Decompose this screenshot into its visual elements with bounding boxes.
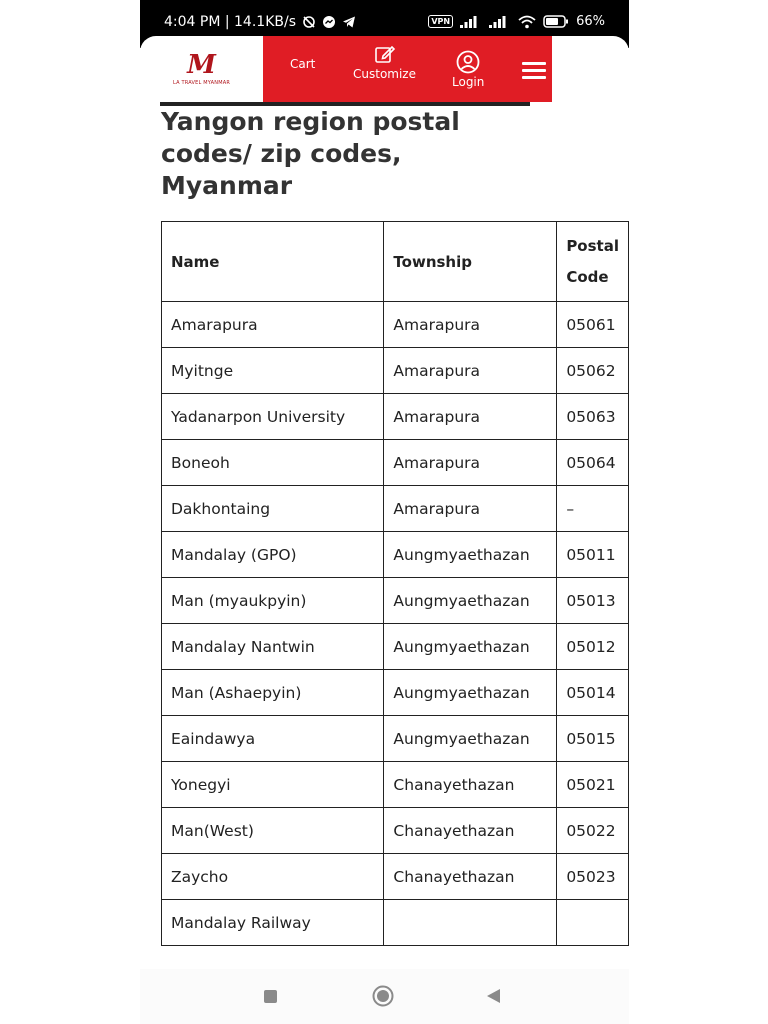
postal-code-cell: 05061: [557, 302, 629, 348]
messenger-icon: [322, 15, 336, 29]
name-cell: Amarapura: [162, 302, 384, 348]
menu-icon[interactable]: [522, 62, 546, 78]
table-row: [162, 716, 629, 762]
name-cell: Mandalay Nantwin: [162, 624, 384, 670]
table-row: [162, 394, 629, 440]
name-cell: Boneoh: [162, 440, 384, 486]
township-cell: Aungmyaethazan: [384, 624, 557, 670]
name-cell: Man (Ashaepyin): [162, 670, 384, 716]
back-button[interactable]: [485, 988, 501, 1004]
cart-link[interactable]: [290, 57, 315, 71]
table-row: [162, 486, 629, 532]
name-cell: Man(West): [162, 808, 384, 854]
table-row: [162, 762, 629, 808]
township-cell: Amarapura: [384, 394, 557, 440]
battery-percent: 66%: [576, 14, 605, 29]
phone-screen: [140, 0, 629, 1024]
postal-code-cell: 05064: [557, 440, 629, 486]
status-time: 4:04 PM | 14.1KB/s: [164, 14, 296, 30]
wifi-icon: [518, 15, 536, 29]
edit-icon: [374, 44, 396, 64]
user-circle-icon: [456, 50, 480, 74]
table-row: [162, 808, 629, 854]
postal-code-cell: 05021: [557, 762, 629, 808]
customize-link[interactable]: [353, 44, 416, 81]
signal-2-icon: [489, 16, 511, 28]
postal-code-cell: 05022: [557, 808, 629, 854]
name-cell: Dakhontaing: [162, 486, 384, 532]
telegram-icon: [342, 15, 356, 29]
cart-label: Cart: [290, 57, 316, 71]
postal-code-cell: –: [557, 486, 629, 532]
township-cell: Chanayethazan: [384, 762, 557, 808]
signal-icon: [460, 16, 482, 28]
postal-code-cell: 05015: [557, 716, 629, 762]
postal-code-cell: 05012: [557, 624, 629, 670]
name-cell: Man (myaukpyin): [162, 578, 384, 624]
name-cell: Mandalay Railway: [162, 900, 384, 946]
township-cell: Amarapura: [384, 302, 557, 348]
header-postal-code: Postal Code: [557, 222, 629, 302]
township-cell: Chanayethazan: [384, 854, 557, 900]
header-name: Name: [162, 222, 384, 302]
postal-code-cell: 05062: [557, 348, 629, 394]
name-cell: Yadanarpon University: [162, 394, 384, 440]
township-cell: Aungmyaethazan: [384, 578, 557, 624]
name-cell: Myitnge: [162, 348, 384, 394]
township-cell: Amarapura: [384, 486, 557, 532]
table-row: [162, 348, 629, 394]
login-label: Login: [452, 75, 485, 89]
postal-code-cell: [557, 900, 629, 946]
page-viewport[interactable]: [140, 0, 629, 969]
name-cell: Mandalay (GPO): [162, 532, 384, 578]
township-cell: Aungmyaethazan: [384, 716, 557, 762]
name-cell: Yonegyi: [162, 762, 384, 808]
township-cell: Amarapura: [384, 348, 557, 394]
township-cell: Amarapura: [384, 440, 557, 486]
alarm-off-icon: [302, 15, 316, 29]
township-cell: [384, 900, 557, 946]
name-cell: Eaindawya: [162, 716, 384, 762]
site-header: [140, 36, 629, 102]
table-row: [162, 440, 629, 486]
table-row: [162, 670, 629, 716]
table-row: [162, 578, 629, 624]
table-row: [162, 624, 629, 670]
township-cell: Aungmyaethazan: [384, 670, 557, 716]
site-logo[interactable]: [140, 36, 263, 102]
table-row: [162, 302, 629, 348]
postal-code-table: [161, 221, 629, 946]
page-title: Yangon region postal codes/ zip codes, Myanmar: [161, 107, 460, 200]
township-cell: Chanayethazan: [384, 808, 557, 854]
postal-code-cell: 05063: [557, 394, 629, 440]
customize-label: Customize: [353, 67, 416, 81]
table-row: [162, 532, 629, 578]
township-cell: Aungmyaethazan: [384, 532, 557, 578]
postal-code-cell: 05014: [557, 670, 629, 716]
table-header-row: [162, 222, 629, 302]
battery-icon: [543, 15, 569, 28]
status-right: [428, 14, 605, 29]
postal-code-cell: 05023: [557, 854, 629, 900]
logo-text: LA TRAVEL MYANMAR: [172, 80, 231, 86]
nav-bar: [263, 36, 552, 102]
table-row: [162, 900, 629, 946]
home-button[interactable]: [372, 985, 394, 1007]
header-township: Township: [384, 222, 557, 302]
logo-letter: M: [187, 50, 216, 80]
name-cell: Zaycho: [162, 854, 384, 900]
postal-code-cell: 05011: [557, 532, 629, 578]
table-row: [162, 854, 629, 900]
vpn-badge: VPN: [428, 15, 453, 28]
recents-button[interactable]: [264, 990, 277, 1003]
postal-code-cell: 05013: [557, 578, 629, 624]
status-left: [164, 14, 356, 30]
login-link[interactable]: [452, 50, 484, 89]
